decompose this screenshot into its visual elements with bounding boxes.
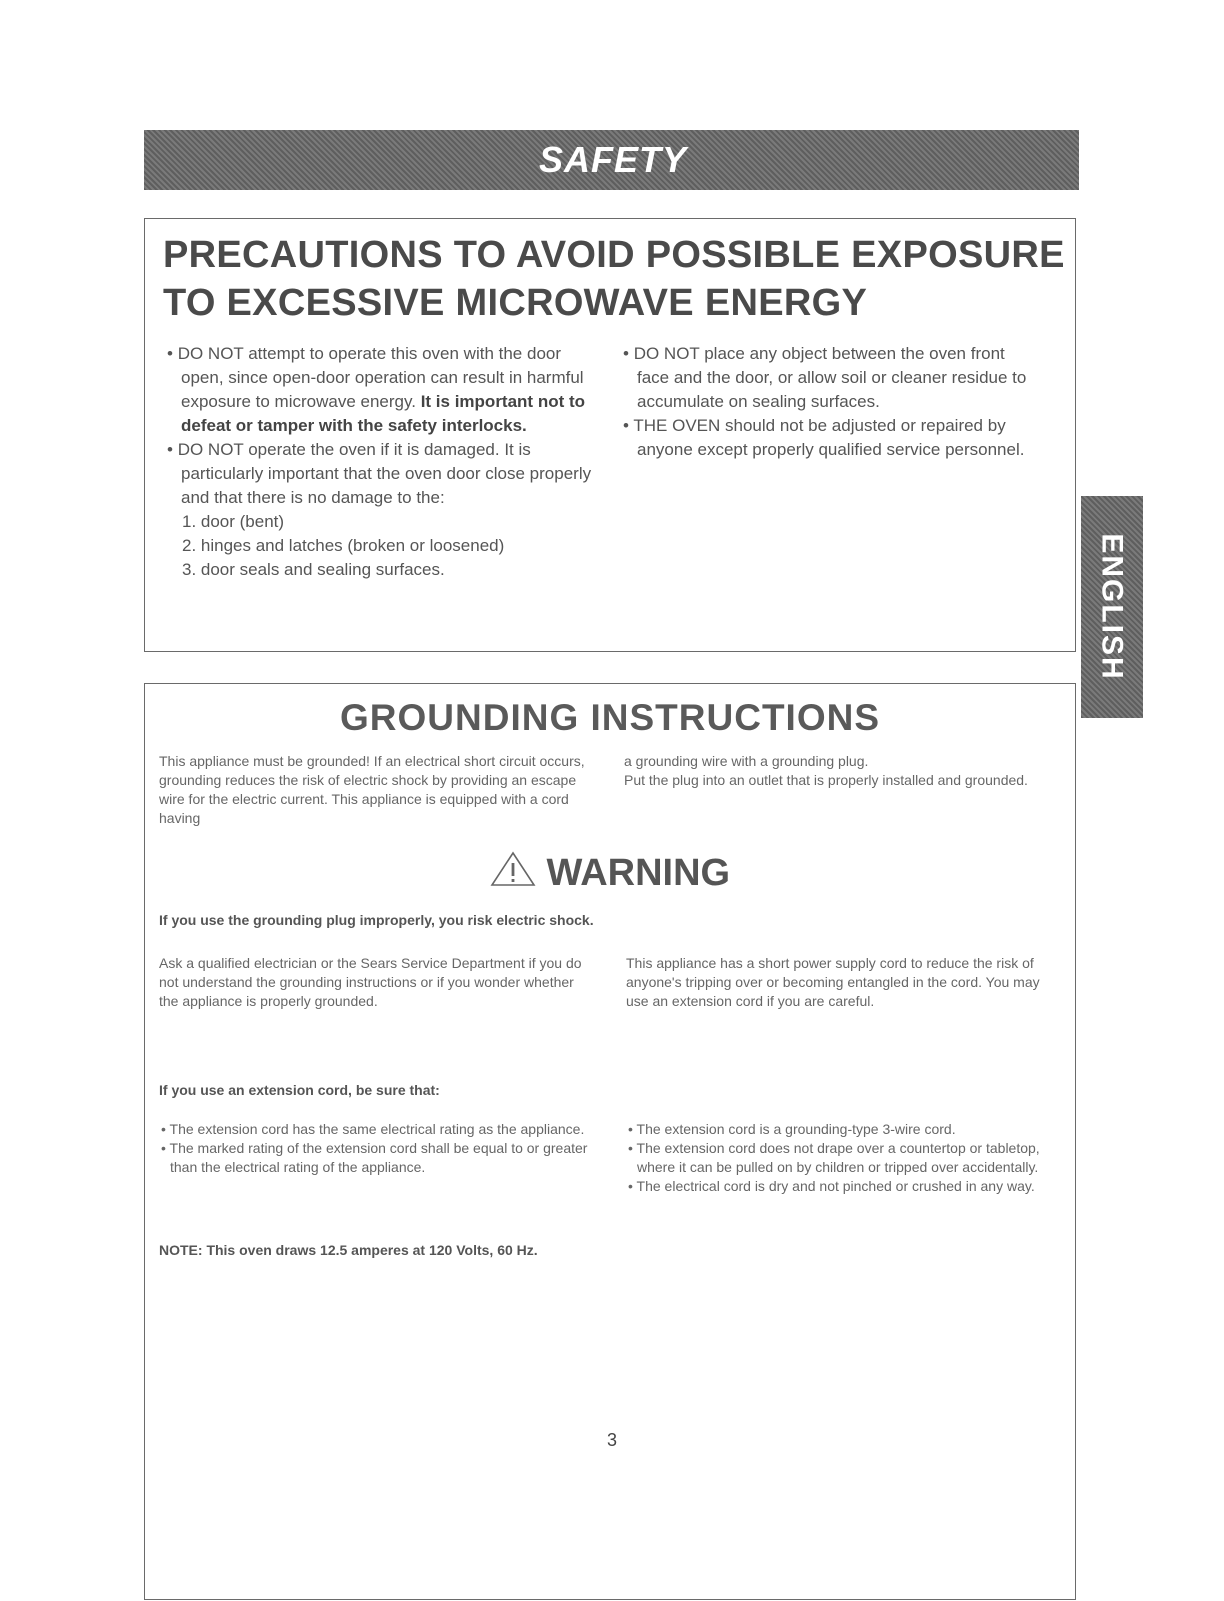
extension-bullet-4: • The extension cord does not drape over a countertop or tabletop, where it can be pulled on by children or tripped over accidentally. [626, 1139, 1061, 1177]
language-tab [1081, 496, 1143, 718]
grounding-title: GROUNDING INSTRUCTIONS [340, 697, 880, 738]
short-cord-text: This appliance has a short power supply cord to reduce the risk of anyone's tripping over or becoming entangled in the cord. You may use an extension cord if you are careful. [626, 955, 1040, 1009]
warning-line: If you use the grounding plug improperly, you risk electric shock. [159, 912, 594, 928]
precaution-bullet-1 [163, 342, 608, 438]
precaution-bullet-2: • DO NOT operate the oven if it is damaged. It is particularly important that the oven door close properly and that there is no damage to the: [163, 438, 608, 510]
precaution-bullet-4: • THE OVEN should not be adjusted or repaired by anyone except properly qualified service personnel. [619, 414, 1039, 462]
grounding-right-text-1: a grounding wire with a grounding plug. [624, 753, 869, 769]
precautions-title-line1: PRECAUTIONS TO AVOID POSSIBLE EXPOSURE [163, 234, 1065, 276]
extension-cord-heading: If you use an extension cord, be sure that: [159, 1082, 440, 1098]
warning-triangle-icon [490, 851, 536, 887]
precautions-left-column [163, 342, 608, 582]
warning-heading [144, 850, 1076, 896]
banner-title: SAFETY [539, 139, 688, 180]
precautions-title [163, 231, 1065, 327]
page-number: 3 [606, 1430, 617, 1450]
grounding-left-text: This appliance must be grounded! If an electrical short circuit occurs, grounding reduces the risk of electric shock by providing an escape wire for the electric current. This appliance is equipped with a cord having [159, 753, 585, 826]
ask-electrician-text: Ask a qualified electrician or the Sears Service Department if you do not understand the grounding instructions or if you wonder whether the appliance is properly grounded. [159, 955, 582, 1009]
precautions-right-column [619, 342, 1039, 462]
amperage-note: NOTE: This oven draws 12.5 amperes at 120 Volts, 60 Hz. [159, 1242, 538, 1258]
grounding-right-column [624, 752, 1054, 790]
precaution-bullet-1-text: DO NOT attempt to operate this oven with the door open, since open-door operation can result in harmful exposure to microwave energy. [177, 344, 584, 411]
damage-item-1: 1. door (bent) [182, 512, 285, 531]
extension-right-column [626, 1120, 1061, 1196]
extension-bullet-2: • The marked rating of the extension cord shall be equal to or greater than the electrical rating of the appliance. [159, 1139, 589, 1177]
language-tab-label: ENGLISH [1096, 533, 1130, 681]
damage-item-3: 3. door seals and sealing surfaces. [182, 560, 445, 579]
warning-title: WARNING [546, 852, 731, 894]
grounding-content [144, 683, 1076, 1601]
precaution-bullet-3: • DO NOT place any object between the oven front face and the door, or allow soil or cleaner residue to accumulate on sealing surfaces. [619, 342, 1039, 414]
damage-item-2: 2. hinges and latches (broken or loosened) [182, 536, 505, 555]
precautions-box [144, 218, 1076, 652]
extension-bullet-5: • The electrical cord is dry and not pinched or crushed in any way. [626, 1177, 1061, 1196]
extension-bullet-1: • The extension cord has the same electrical rating as the appliance. [159, 1120, 589, 1139]
extension-bullet-3: • The extension cord is a grounding-type 3-wire cord. [626, 1120, 1061, 1139]
precaution-bullet-1-bold: It is important not to defeat or tamper with the safety interlocks. [181, 392, 586, 435]
extension-left-column [159, 1120, 589, 1177]
section-banner [144, 130, 1079, 190]
grounding-right-text-2: Put the plug into an outlet that is properly installed and grounded. [624, 772, 1028, 788]
precautions-title-line2: TO EXCESSIVE MICROWAVE ENERGY [163, 282, 868, 324]
